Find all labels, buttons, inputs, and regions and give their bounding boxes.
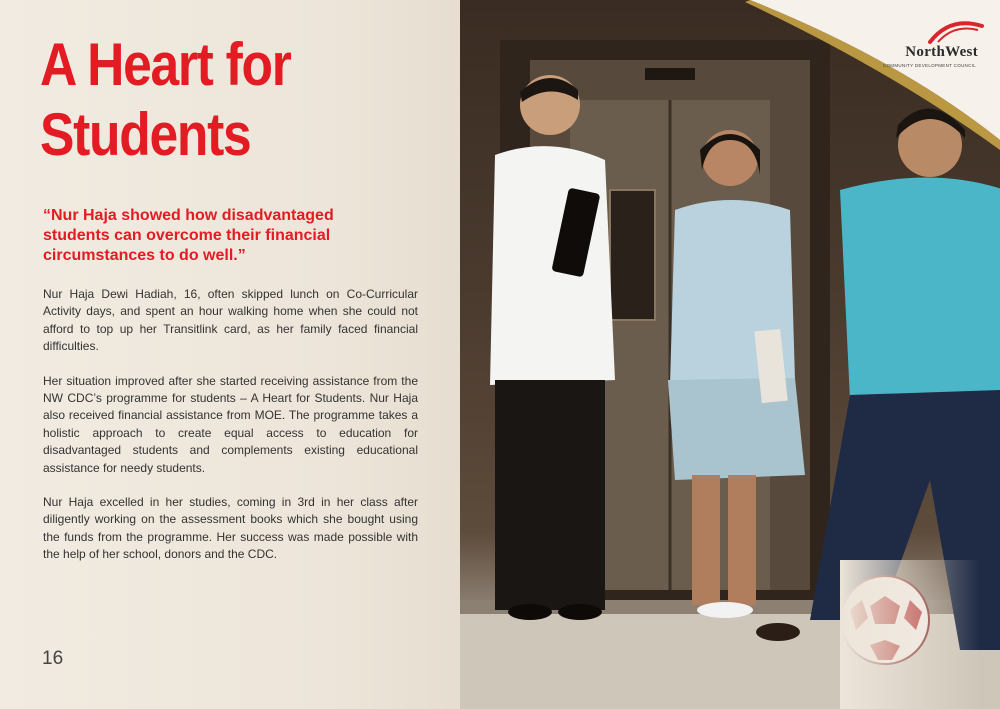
- boy-shirt: [840, 178, 1000, 401]
- page-number: 16: [42, 648, 64, 669]
- boy-shoe: [756, 623, 800, 641]
- page-title: [40, 30, 401, 170]
- logo-arc-icon: [870, 10, 990, 70]
- elevator-display: [645, 68, 695, 80]
- title-line-2: Students: [40, 101, 251, 168]
- girl-leg-right: [728, 475, 756, 605]
- girl-leg-left: [692, 475, 720, 605]
- left-page: [0, 0, 470, 709]
- logo-name: NorthWest: [905, 44, 978, 60]
- paragraph-2: Her situation improved after she started receiving assistance from the NW CDC’s programme for students – A Heart for Students. Nur Haja also received financial assistance from MOE. The programme takes a holistic approach to create equal access to education for disadvantaged students and complements existing educational assistance for needy students.: [43, 373, 418, 475]
- northwest-logo: [870, 10, 990, 70]
- door-window: [610, 190, 655, 320]
- logo-subtitle: COMMUNITY DEVELOPMENT COUNCIL: [882, 63, 976, 68]
- article-body: [43, 286, 418, 581]
- man-trousers: [495, 380, 605, 610]
- pull-quote: “Nur Haja showed how disadvantaged students can overcome their financial circumstances to do well.”: [43, 207, 334, 264]
- paragraph-1: Nur Haja Dewi Hadiah, 16, often skipped lunch on Co-Curricular Activity days, and spent an hour walking home when she could not afford to top up her Transitlink card, as her family faced financial difficulties.: [43, 287, 418, 354]
- man-shoe-right: [558, 604, 602, 620]
- paragraph-3: Nur Haja excelled in her studies, coming in 3rd in her class after diligently working on the assessment books which she bought using the funds from the programme. Her success was made possible with the help of her school, donors and the CDC.: [43, 495, 418, 562]
- man-shirt: [490, 146, 615, 385]
- girl-shoes: [697, 602, 753, 618]
- photo-fade: [840, 560, 980, 709]
- man-shoe-left: [508, 604, 552, 620]
- title-line-1: A Heart for: [40, 31, 291, 98]
- photo-students: [460, 0, 1000, 709]
